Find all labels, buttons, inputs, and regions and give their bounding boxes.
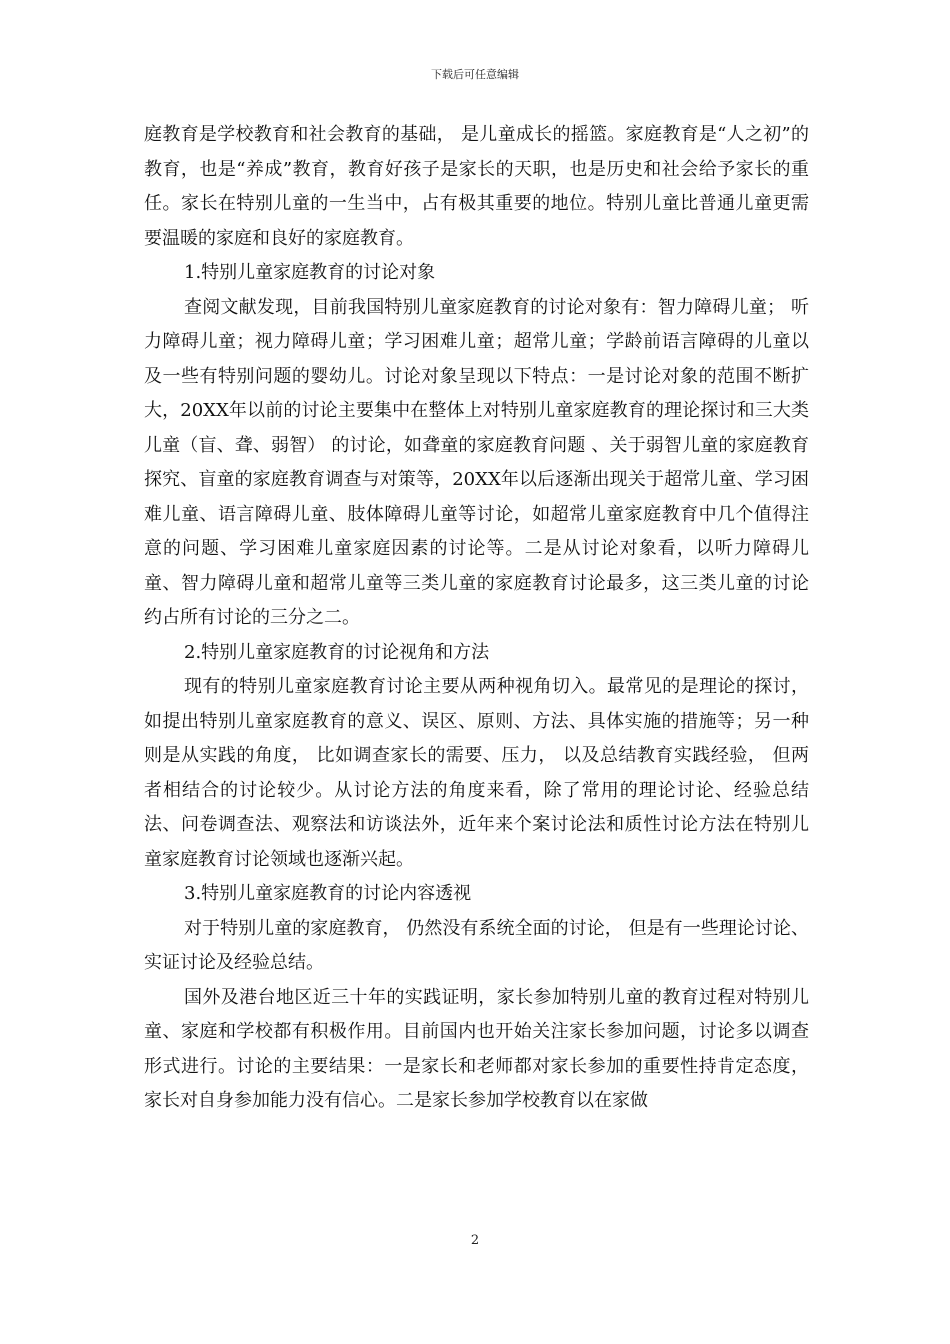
section-heading-3: 3.特别儿童家庭教育的讨论内容透视 bbox=[184, 883, 472, 904]
paragraph-perspectives-methods: 现有的特别儿童家庭教育讨论主要从两种视角切入。最常见的是理论的探讨，如提出特别儿童家庭教育的意义、误区、原则、方法、具体实施的措施等；另一种则是从实践的角度， 比如调查家长的需要、压力， 以及总结教育实践经验， 但两者相结合的讨论较少。从讨论方法的角度来看，除了常用的理论讨论、经验总结法、问卷调查法、观察法和访谈法外，近年来个案讨论法和质性讨论方法在特别儿童家庭教育讨论领域也逐渐兴起。 bbox=[144, 676, 809, 870]
paragraph-research-objects: 查阅文献发现，目前我国特别儿童家庭教育的讨论对象有：智力障碍儿童； 听力障碍儿童；视力障碍儿童；学习困难儿童；超常儿童；学龄前语言障碍的儿童以及一些有特别问题的婴幼儿。讨论对象呈现以下特点：一是讨论对象的范围不断扩大，20XX年以前的讨论主要集中在整体上对特别儿童家庭教育的理论探讨和三大类儿童（盲、聋、弱智） 的讨论，如聋童的家庭教育问题 、关于弱智儿童的家庭教育探究、盲童的家庭教育调查与对策等，20XX年以后逐渐出现关于超常儿童、学习困难儿童、语言障碍儿童、肢体障碍儿童等讨论，如超常儿童家庭教育中几个值得注意的问题、学习困难儿童家庭因素的讨论等。二是从讨论对象看，以听力障碍儿童、智力障碍儿童和超常儿童等三类儿童的家庭教育讨论最多，这三类儿童的讨论约占所有讨论的三分之二。 bbox=[144, 296, 809, 628]
document-body bbox=[144, 118, 809, 1119]
paragraph-parent-participation: 国外及港台地区近三十年的实践证明，家长参加特别儿童的教育过程对特别儿童、家庭和学校都有积极作用。目前国内也开始关注家长参加问题，讨论多以调查形式进行。讨论的主要结果：一是家长和老师都对家长参加的重要性持肯定态度， 家长对自身参加能力没有信心。二是家长参加学校教育以在家做 bbox=[144, 986, 809, 1111]
paragraph-intro: 庭教育是学校教育和社会教育的基础， 是儿童成长的摇篮。家庭教育是“人之初”的教育，也是“养成”教育，教育好孩子是家长的天职，也是历史和社会给予家长的重任。家长在特别儿童的一生当中，占有极其重要的地位。特别儿童比普通儿童更需要温暖的家庭和良好的家庭教育。 bbox=[144, 124, 809, 249]
section-heading-2: 2.特别儿童家庭教育的讨论视角和方法 bbox=[184, 641, 490, 663]
page-number: 2 bbox=[470, 1233, 480, 1248]
page-header: 下载后可任意编辑 bbox=[431, 68, 519, 81]
paragraph-content-overview: 对于特别儿童的家庭教育， 仍然没有系统全面的讨论， 但是有一些理论讨论、实证讨论及经验总结。 bbox=[144, 917, 809, 973]
section-heading-1: 1.特别儿童家庭教育的讨论对象 bbox=[184, 262, 436, 283]
